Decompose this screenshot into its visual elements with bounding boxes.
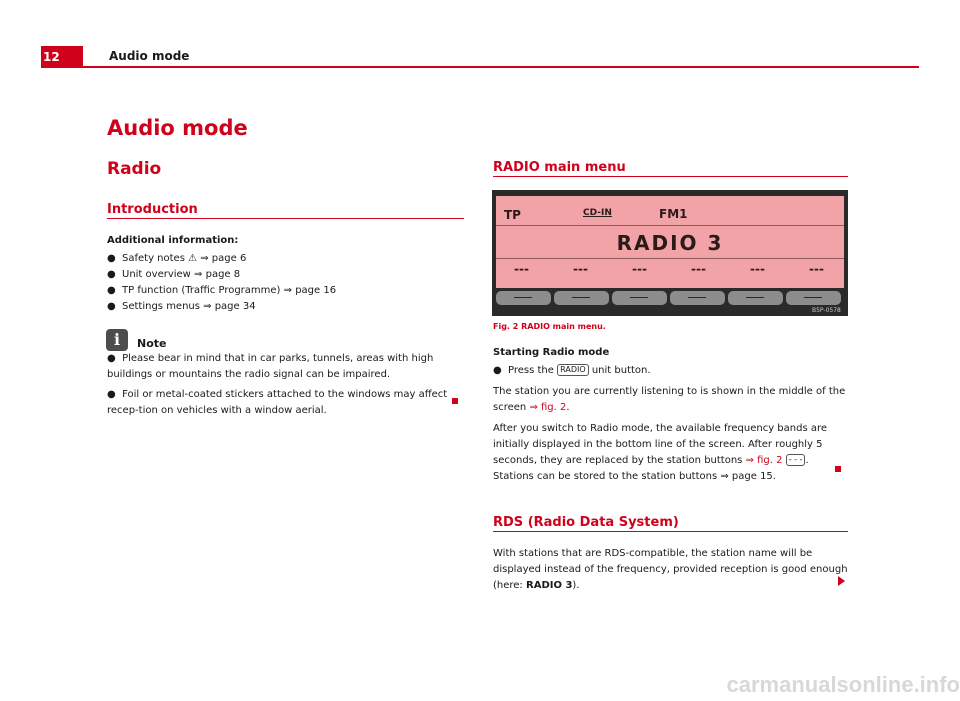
fig-2-link[interactable]: ⇒ fig. 2 <box>529 402 567 413</box>
note-item: ● Please bear in mind that in car parks, tunnels, areas with high buildings or mountains the radio signal can be impaired. <box>107 353 434 380</box>
list-item: ● Press the RADIO unit button. <box>493 365 651 376</box>
screen-divider <box>496 258 844 259</box>
list-item: ● TP function (Traffic Programme) ⇒ page 16 <box>107 285 337 296</box>
figure-caption: Fig. 2 RADIO main menu. <box>493 322 606 331</box>
header-rule <box>41 66 919 68</box>
note-block <box>107 351 464 419</box>
intro-heading: Introduction <box>107 202 198 217</box>
station-button-2 <box>554 291 609 305</box>
screen-preset: --- <box>514 262 529 276</box>
station-button-4 <box>670 291 725 305</box>
station-key: - - - <box>786 454 806 466</box>
list-item: ● Safety notes ⚠ ⇒ page 6 <box>107 253 247 264</box>
additional-info-label: Additional information: <box>107 235 239 246</box>
figure-code: B5P-0578 <box>812 307 841 314</box>
radio-key: RADIO <box>557 364 589 376</box>
fig-2-link[interactable]: ⇒ fig. 2 <box>745 455 783 466</box>
paragraph: The station you are currently listening to is shown in the middle of the screen ⇒ fig. 2. <box>493 386 846 413</box>
screen-preset: --- <box>691 262 706 276</box>
station-button-6 <box>786 291 841 305</box>
page-number: 12 <box>41 46 83 68</box>
link-page-34[interactable]: Settings menus ⇒ page 34 <box>122 301 256 312</box>
starting-radio-heading: Starting Radio mode <box>493 347 610 358</box>
info-icon: i <box>106 329 128 351</box>
chapter-heading: Audio mode <box>107 116 248 140</box>
note-title: Note <box>137 337 167 350</box>
list-item: ● Settings menus ⇒ page 34 <box>107 301 256 312</box>
list-item: ● Unit overview ⇒ page 8 <box>107 269 241 280</box>
section-end-mark <box>452 398 458 404</box>
intro-rule <box>107 218 464 219</box>
station-button-1 <box>496 291 551 305</box>
warning-icon: ⚠ <box>188 253 198 264</box>
section-end-mark <box>835 466 841 472</box>
link-page-6[interactable]: ⇒ page 6 <box>200 253 247 264</box>
screen-preset: --- <box>809 262 824 276</box>
section-heading-radio: Radio <box>107 159 162 179</box>
station-button-3 <box>612 291 667 305</box>
intro-block <box>107 233 464 315</box>
screen-preset: --- <box>573 262 588 276</box>
screen-preset: --- <box>750 262 765 276</box>
station-button-5 <box>728 291 783 305</box>
running-header-title: Audio mode <box>109 49 190 63</box>
screen-station-name: RADIO 3 <box>616 231 724 255</box>
rds-rule <box>493 531 848 532</box>
link-page-8[interactable]: Unit overview ⇒ page 8 <box>122 269 241 280</box>
watermark: carmanualsonline.info <box>726 672 960 697</box>
radio-menu-heading: RADIO main menu <box>493 160 626 175</box>
continue-arrow-icon <box>838 576 845 586</box>
rds-paragraph: With stations that are RDS-compatible, the station name will be displayed instead of the frequency, provided reception is good enough (here: RADIO 3). <box>493 548 848 591</box>
screen-preset: --- <box>632 262 647 276</box>
link-page-16[interactable]: TP function (Traffic Programme) ⇒ page 16 <box>122 285 337 296</box>
screen-band-label: FM1 <box>659 207 688 221</box>
rds-heading: RDS (Radio Data System) <box>493 515 679 530</box>
screen-cd-in-label: CD-IN <box>583 208 612 218</box>
screen-divider <box>496 225 844 226</box>
radio-menu-rule <box>493 176 848 177</box>
note-item: ● Foil or metal-coated stickers attached to the windows may affect recep-tion on vehicles with a window aerial. <box>107 389 448 416</box>
radio-text-block <box>493 345 848 485</box>
screen-tp-label: TP <box>504 208 521 222</box>
paragraph: After you switch to Radio mode, the available frequency bands are initially displayed in the bottom line of the screen. After roughly 5 seconds, they are replaced by the station buttons ⇒ fig. 2 - - - . Stations can be stored to the station buttons ⇒ page 15. <box>493 423 828 482</box>
